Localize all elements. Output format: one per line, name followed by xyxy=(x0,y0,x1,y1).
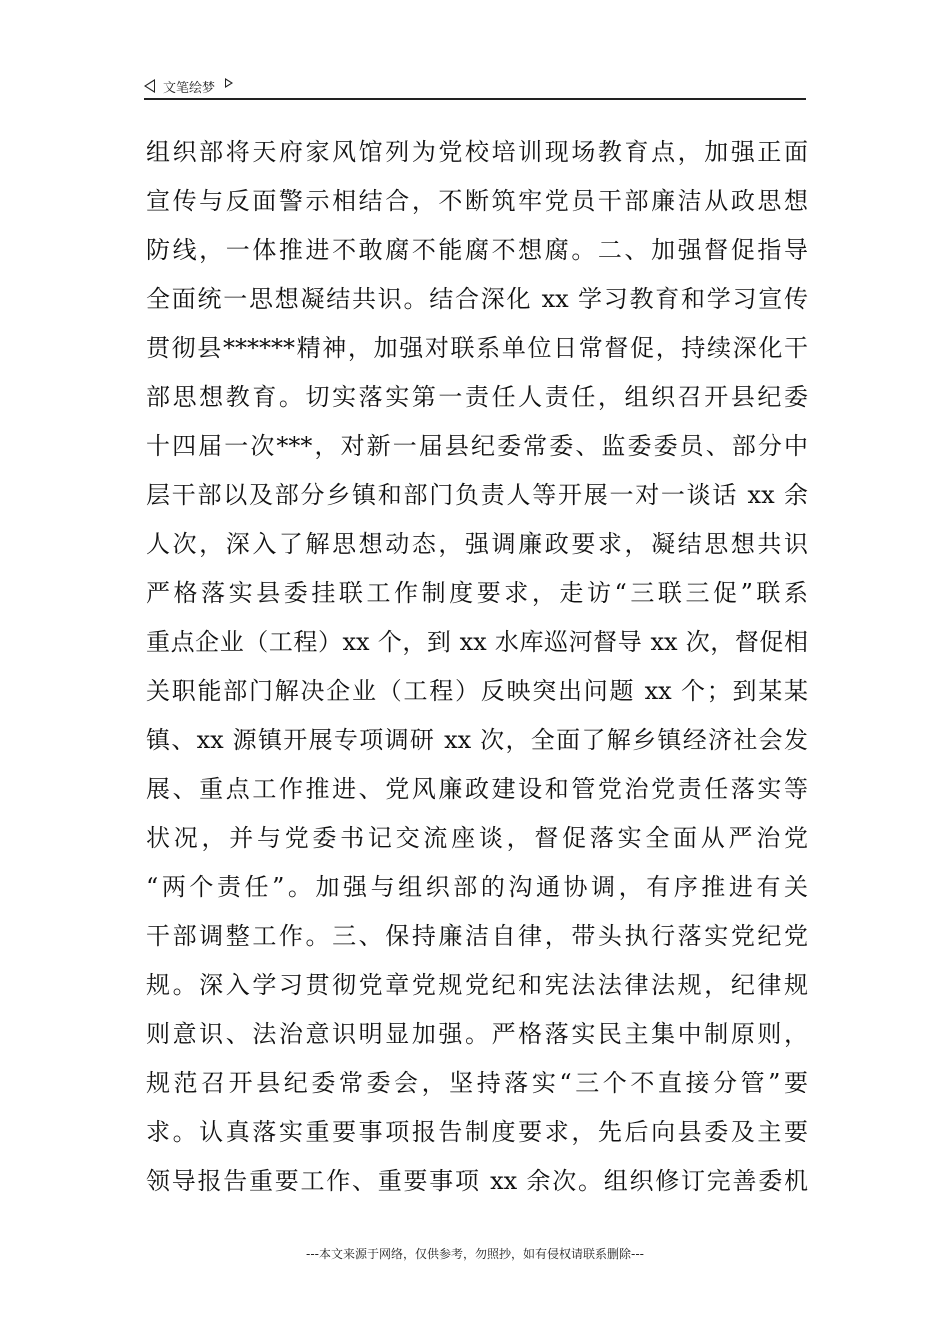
text-line: 展、重点工作推进、党风廉政建设和管党治党责任落实等 xyxy=(146,775,808,803)
page-header xyxy=(144,74,806,100)
text-line: “两个责任”。加强与组织部的沟通协调，有序推进有关 xyxy=(146,873,808,901)
text-line: 贯彻县******精神，加强对联系单位日常督促，持续深化干 xyxy=(146,334,808,362)
text-line: 十四届一次***，对新一届县纪委常委、监委委员、部分中 xyxy=(146,432,808,460)
text-line: 镇、xx 源镇开展专项调研 xx 次，全面了解乡镇经济社会发 xyxy=(146,726,808,754)
footer-notice: ---本文来源于网络，仅供参考，勿照抄，如有侵权请联系删除--- xyxy=(306,1247,644,1261)
text-line: 重点企业（工程）xx 个，到 xx 水库巡河督导 xx 次，督促相 xyxy=(146,628,808,656)
text-line: 干部调整工作。三、保持廉洁自律，带头执行落实党纪党 xyxy=(146,922,808,950)
text-line: 全面统一思想凝结共识。结合深化 xx 学习教育和学习宣传 xyxy=(146,285,808,313)
text-line: 状况，并与党委书记交流座谈，督促落实全面从严治党 xyxy=(146,824,808,852)
text-line: 组织部将天府家风馆列为党校培训现场教育点，加强正面 xyxy=(146,138,808,166)
text-line: 层干部以及部分乡镇和部门负责人等开展一对一谈话 xx 余 xyxy=(146,481,808,509)
text-line: 人次，深入了解思想动态，强调廉政要求，凝结思想共识 xyxy=(146,530,808,558)
text-line: 规范召开县纪委常委会，坚持落实“三个不直接分管”要 xyxy=(146,1069,808,1097)
text-line: 防线，一体推进不敢腐不能腐不想腐。二、加强督促指导 xyxy=(146,236,808,264)
text-line: 严格落实县委挂联工作制度要求，走访“三联三促”联系 xyxy=(146,579,808,607)
text-line: 求。认真落实重要事项报告制度要求，先后向县委及主要 xyxy=(146,1118,808,1146)
brand-label: 文笔绘梦 xyxy=(163,80,216,96)
text-line: 领导报告重要工作、重要事项 xx 余次。组织修订完善委机 xyxy=(146,1167,808,1195)
text-line: 宣传与反面警示相结合，不断筑牢党员干部廉洁从政思想 xyxy=(146,187,808,215)
triangle-left-icon xyxy=(144,79,155,93)
text-line: 关职能部门解决企业（工程）反映突出问题 xx 个；到某某 xyxy=(146,677,808,705)
text-line: 则意识、法治意识明显加强。严格落实民主集中制原则， xyxy=(146,1020,808,1048)
text-line: 部思想教育。切实落实第一责任人责任，组织召开县纪委 xyxy=(146,383,808,411)
document-body xyxy=(146,128,808,1206)
text-line: 规。深入学习贯彻党章党规党纪和宪法法律法规，纪律规 xyxy=(146,971,808,999)
triangle-right-icon xyxy=(225,78,233,88)
